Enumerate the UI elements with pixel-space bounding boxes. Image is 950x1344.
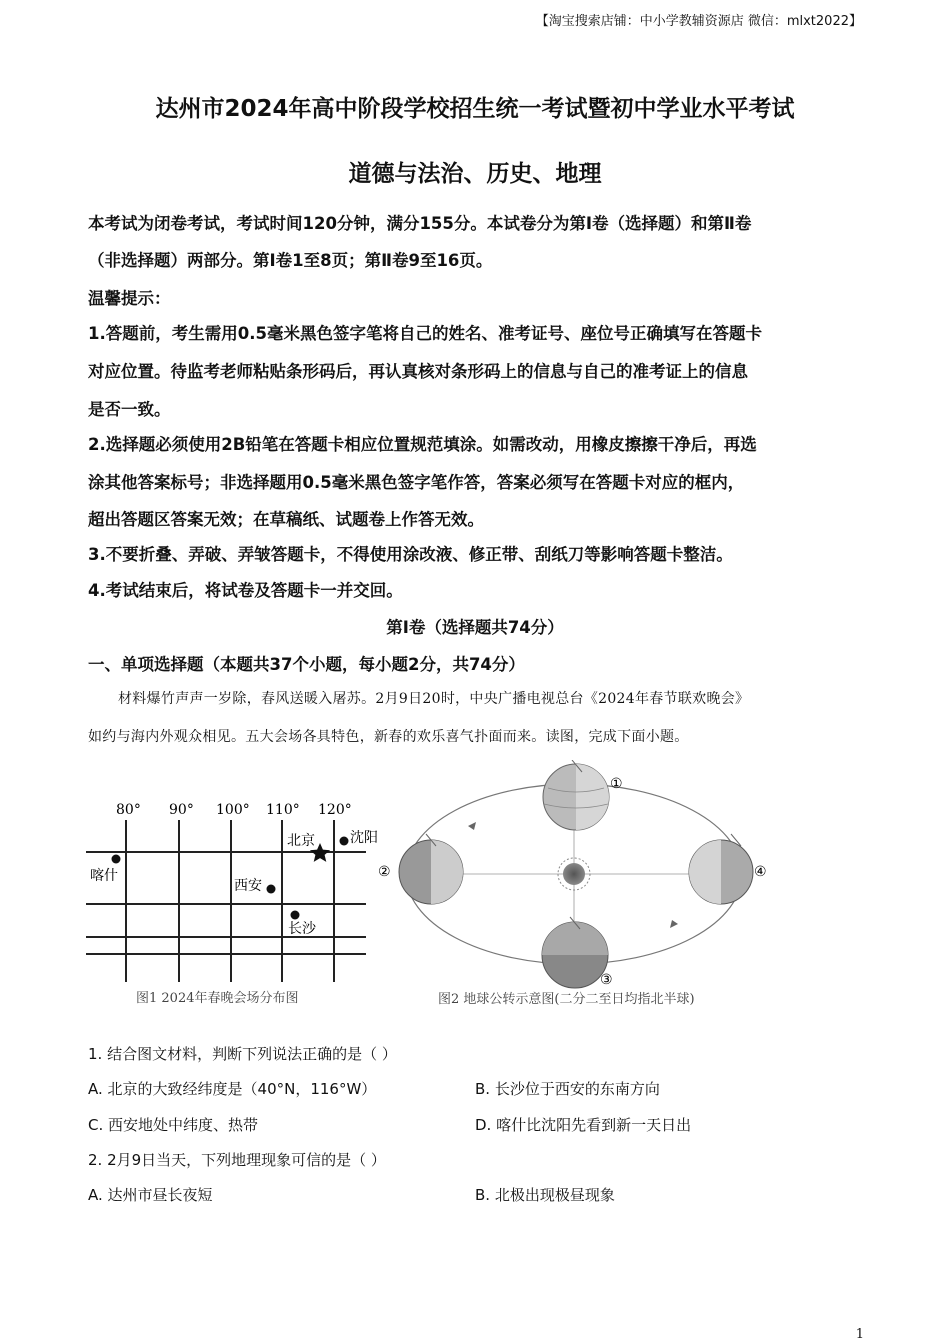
question-2-stem: 2. 2月9日当天，下列地理现象可信的是（ ） xyxy=(88,1151,386,1169)
shenyang-dot-icon xyxy=(340,837,349,846)
city-label-xian: 西安 xyxy=(234,878,262,894)
figure2-caption: 图2 地球公转示意图(二分二至日均指北半球) xyxy=(438,992,695,1007)
changsha-dot-icon xyxy=(291,911,300,920)
question-1-option-c[interactable]: C. 西安地处中纬度、热带 xyxy=(88,1116,259,1134)
tip-line: 4.考试结束后，将试卷及答题卡一并交回。 xyxy=(88,581,403,600)
question-1-stem: 1. 结合图文材料，判断下列说法正确的是（ ） xyxy=(88,1045,397,1063)
material-line: 如约与海内外观众相见。五大会场各具特色，新春的欢乐喜气扑面而来。读图，完成下面小题。 xyxy=(88,729,689,745)
longitude-label: 90° xyxy=(169,802,194,818)
question-1-option-b[interactable]: B. 长沙位于西安的东南方向 xyxy=(475,1080,660,1098)
earth-marker-2: ② xyxy=(378,864,391,880)
city-label-shenyang: 沈阳 xyxy=(350,830,378,846)
tips-label: 温馨提示： xyxy=(88,289,171,308)
earth-marker-1: ① xyxy=(610,776,623,792)
earth-position-3 xyxy=(542,917,608,988)
figure2-orbit-diagram xyxy=(376,760,776,1015)
earth-marker-4: ④ xyxy=(754,864,767,880)
page-number: 1 xyxy=(855,1327,864,1342)
tip-line: 是否一致。 xyxy=(88,400,171,419)
intro-line: （非选择题）两部分。第I卷1至8页；第Ⅱ卷9至16页。 xyxy=(88,251,493,270)
tip-line: 3.不要折叠、弄破、弄皱答题卡，不得使用涂改液、修正带、刮纸刀等影响答题卡整洁。 xyxy=(88,545,733,564)
exam-title: 达州市2024年高中阶段学校招生统一考试暨初中学业水平考试 xyxy=(155,96,795,122)
figure1-caption: 图1 2024年春晚会场分布图 xyxy=(136,991,299,1006)
tip-line: 对应位置。待监考老师粘贴条形码后，再认真核对条形码上的信息与自己的准考证上的信息 xyxy=(88,362,748,381)
material-line: 材料爆竹声声一岁除，春风送暖入屠苏。2月9日20时，中央广播电视总台《2024年春节联欢晚会》 xyxy=(118,691,750,707)
tip-line: 涂其他答案标号；非选择题用0.5毫米黑色签字笔作答，答案必须写在答题卡对应的框内， xyxy=(88,473,745,492)
header-note: 【淘宝搜索店铺：中小学教辅资源店 微信：mlxt2022】 xyxy=(535,14,862,29)
question-1-option-a[interactable]: A. 北京的大致经纬度是（40°N，116°W） xyxy=(88,1080,377,1098)
kashgar-dot-icon xyxy=(112,855,121,864)
earth-position-4 xyxy=(689,834,753,904)
exam-subtitle: 道德与法治、历史、地理 xyxy=(348,161,602,187)
orbit-arrow-icon xyxy=(468,822,476,830)
section-title: 第I卷（选择题共74分） xyxy=(386,618,564,637)
city-label-kashgar: 喀什 xyxy=(90,868,118,884)
grid-lines xyxy=(86,820,366,982)
longitude-label: 110° xyxy=(266,802,300,818)
longitude-label: 80° xyxy=(116,802,141,818)
earth-marker-3: ③ xyxy=(600,972,613,988)
intro-line: 本考试为闭卷考试，考试时间120分钟，满分155分。本试卷分为第I卷（选择题）和第Ⅱ卷 xyxy=(88,214,752,233)
earth-position-2 xyxy=(399,834,463,904)
question-1-option-d[interactable]: D. 喀什比沈阳先看到新一天日出 xyxy=(475,1116,692,1134)
earth-position-1 xyxy=(543,760,609,830)
orbit-arrow-icon xyxy=(670,920,678,928)
figure1-map xyxy=(84,792,384,1017)
city-label-changsha: 长沙 xyxy=(288,921,316,937)
city-label-beijing: 北京 xyxy=(287,833,315,849)
question-2-option-b[interactable]: B. 北极出现极昼现象 xyxy=(475,1186,615,1204)
question-2-option-a[interactable]: A. 达州市昼长夜短 xyxy=(88,1186,213,1204)
tip-line: 1.答题前，考生需用0.5毫米黑色签字笔将自己的姓名、准考证号、座位号正确填写在答题卡 xyxy=(88,324,762,343)
longitude-label: 100° xyxy=(216,802,250,818)
tip-line: 2.选择题必须使用2B铅笔在答题卡相应位置规范填涂。如需改动，用橡皮擦擦干净后，再选 xyxy=(88,435,757,454)
tip-line: 超出答题区答案无效；在草稿纸、试题卷上作答无效。 xyxy=(88,510,484,529)
part-title: 一、单项选择题（本题共37个小题，每小题2分，共74分） xyxy=(88,655,525,674)
longitude-label: 120° xyxy=(318,802,352,818)
xian-dot-icon xyxy=(267,885,276,894)
